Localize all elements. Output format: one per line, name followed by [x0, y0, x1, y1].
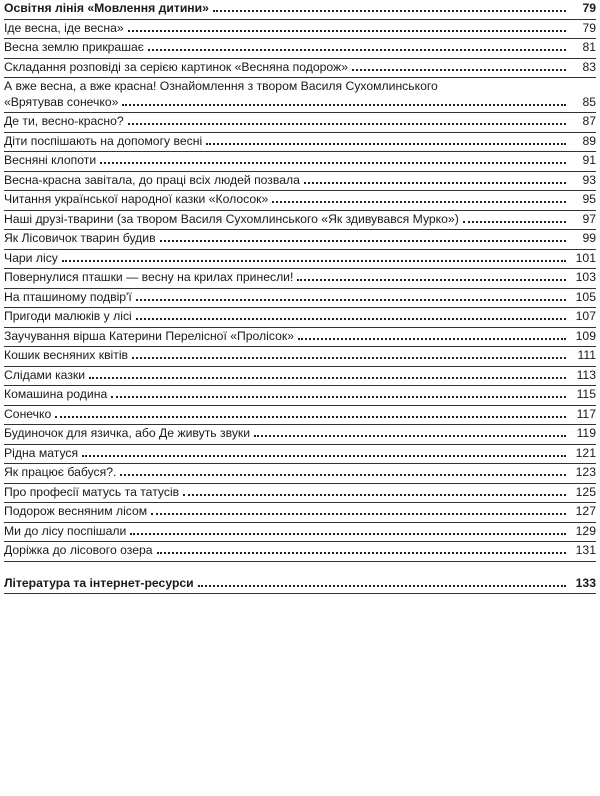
toc-entry-title: Освітня лінія «Мовлення дитини» [4, 1, 209, 15]
dot-leader [128, 122, 566, 125]
toc-entry-title: Чари лісу [4, 250, 58, 265]
dot-leader [160, 239, 566, 242]
toc-entry [4, 406, 596, 426]
dot-leader [298, 337, 566, 340]
toc-entry [4, 211, 596, 231]
toc-entry-title: Заучування вірша Катерини Перелісної «Пролісок» [4, 328, 294, 343]
toc-entry-page: 129 [575, 523, 596, 538]
dot-leader [254, 434, 566, 437]
dot-leader [297, 278, 566, 281]
table-of-contents [4, 0, 596, 594]
section-gap [4, 562, 596, 575]
dot-leader [100, 161, 566, 164]
toc-entry-title: Комашина родина [4, 387, 108, 401]
toc-entry [4, 172, 596, 192]
toc-entry-title: Слідами казки [4, 367, 86, 382]
toc-entry [4, 367, 596, 387]
toc-entry [4, 308, 596, 328]
toc-entry [4, 59, 596, 79]
dot-leader [198, 584, 566, 587]
toc-entry [4, 484, 596, 504]
toc-entry-title: Подорож весняним лісом [4, 504, 148, 518]
dot-leader [82, 454, 566, 457]
toc-entry [4, 523, 596, 543]
toc-entry-page: 79 [582, 1, 596, 15]
toc-entry [4, 269, 596, 289]
toc-entry [4, 542, 596, 562]
toc-entry [4, 0, 596, 20]
dot-leader [352, 68, 566, 71]
toc-entry-title: Весна-красна завітала, до праці всіх людей позвала [4, 172, 300, 187]
toc-entry [4, 575, 596, 595]
toc-entry-page: 113 [576, 367, 596, 382]
dot-leader [132, 356, 566, 359]
toc-entry-page: 123 [575, 465, 596, 479]
toc-entry-title: Весна землю прикрашає [4, 40, 144, 54]
toc-entry-page: 93 [582, 172, 596, 187]
toc-entry [4, 230, 596, 250]
toc-entry-page: 107 [575, 309, 596, 323]
dot-leader [55, 415, 566, 418]
toc-entry-page: 105 [575, 289, 596, 304]
dot-leader [148, 48, 566, 51]
row-separator [4, 593, 596, 594]
toc-entry-page: 103 [575, 270, 596, 284]
toc-entry [4, 328, 596, 348]
toc-entry-page: 127 [575, 504, 596, 518]
toc-entry [4, 347, 596, 367]
toc-entry-title: Ми до лісу поспішали [4, 523, 127, 538]
toc-entry-title: Доріжка до лісового озера [4, 543, 153, 557]
dot-leader [130, 532, 566, 535]
dot-leader [120, 473, 566, 476]
toc-entry-title: Де ти, весно-красно? [4, 114, 124, 128]
toc-entry-title: Читання української народної казки «Колосок» [4, 192, 269, 206]
toc-entry-title: Література та інтернет-ресурси [4, 575, 194, 590]
toc-entry-page: 133 [575, 575, 596, 590]
dot-leader [136, 317, 566, 320]
toc-entry [4, 445, 596, 465]
toc-entry-title: Будиночок для язичка, або Де живуть звуки [4, 426, 251, 440]
toc-entry [4, 425, 596, 445]
dot-leader [122, 103, 566, 106]
toc-entry [4, 289, 596, 309]
toc-entry [4, 133, 596, 153]
toc-entry-title: Сонечко [4, 406, 52, 421]
toc-entry-title-line1: А вже весна, а вже красна! Ознайомлення з твором Василя Сухомлинського [4, 79, 438, 93]
toc-entry [4, 78, 596, 113]
toc-entry-title: «Врятував сонечко» [4, 95, 119, 109]
toc-entry-page: 101 [575, 250, 596, 265]
toc-entry-title: Повернулися пташки — весну на крилах принесли! [4, 270, 294, 284]
toc-entry-title: Складання розповіді за серією картинок «Весняна подорож» [4, 59, 348, 74]
toc-entry-page: 97 [582, 211, 596, 226]
dot-leader [206, 142, 566, 145]
toc-entry-page: 131 [575, 543, 596, 557]
toc-entry [4, 386, 596, 406]
dot-leader [304, 181, 566, 184]
toc-entry [4, 39, 596, 59]
toc-entry-page: 95 [582, 192, 596, 206]
dot-leader [89, 376, 566, 379]
toc-entry-title: Як Лісовичок тварин будив [4, 231, 156, 245]
toc-entry-title: Рідна матуся [4, 445, 79, 460]
dot-leader [183, 493, 566, 496]
toc-entry-page: 121 [575, 445, 596, 460]
toc-entry-title: Про професії матусь та татусів [4, 484, 180, 499]
dot-leader [272, 200, 566, 203]
toc-entry-page: 83 [582, 59, 596, 74]
toc-entry-page: 91 [582, 153, 596, 167]
toc-entry [4, 250, 596, 270]
toc-entry [4, 20, 596, 40]
dot-leader [151, 512, 566, 515]
dot-leader [62, 259, 566, 262]
dot-leader [111, 395, 566, 398]
toc-entry-title: Іде весна, іде весна» [4, 20, 124, 35]
toc-entry-title: Весняні клопоти [4, 153, 97, 167]
dot-leader [463, 220, 566, 223]
toc-entry-page: 85 [582, 95, 596, 109]
toc-entry-title: Діти поспішають на допомогу весні [4, 133, 203, 148]
toc-entry-page: 119 [576, 426, 596, 440]
toc-entry [4, 152, 596, 172]
dot-leader [213, 9, 566, 12]
toc-entry-page: 81 [582, 40, 596, 54]
toc-entry-title: Пригоди малюків у лісі [4, 309, 132, 323]
toc-entry [4, 503, 596, 523]
dot-leader [136, 298, 566, 301]
toc-entry-page: 89 [582, 133, 596, 148]
dot-leader [157, 551, 566, 554]
toc-entry [4, 191, 596, 211]
toc-entry-page: 115 [576, 387, 596, 401]
toc-entry-page: 111 [577, 348, 596, 362]
toc-entry-page: 117 [576, 406, 596, 421]
toc-entry-page: 125 [575, 484, 596, 499]
toc-entry-page: 87 [582, 114, 596, 128]
toc-entry [4, 113, 596, 133]
toc-entry-page: 79 [582, 20, 596, 35]
toc-entry [4, 464, 596, 484]
toc-entry-page: 109 [575, 328, 596, 343]
dot-leader [128, 29, 566, 32]
toc-entry-title: Наші друзі-тварини (за твором Василя Сухомлинського «Як здивувався Мурко») [4, 211, 459, 226]
toc-entry-title: Як працює бабуся?. [4, 465, 117, 479]
row-separator [4, 561, 596, 562]
toc-entry-page: 99 [582, 231, 596, 245]
toc-entry-title: Кошик весняних квітів [4, 348, 129, 362]
toc-entry-title: На пташиному подвір'ї [4, 289, 132, 304]
